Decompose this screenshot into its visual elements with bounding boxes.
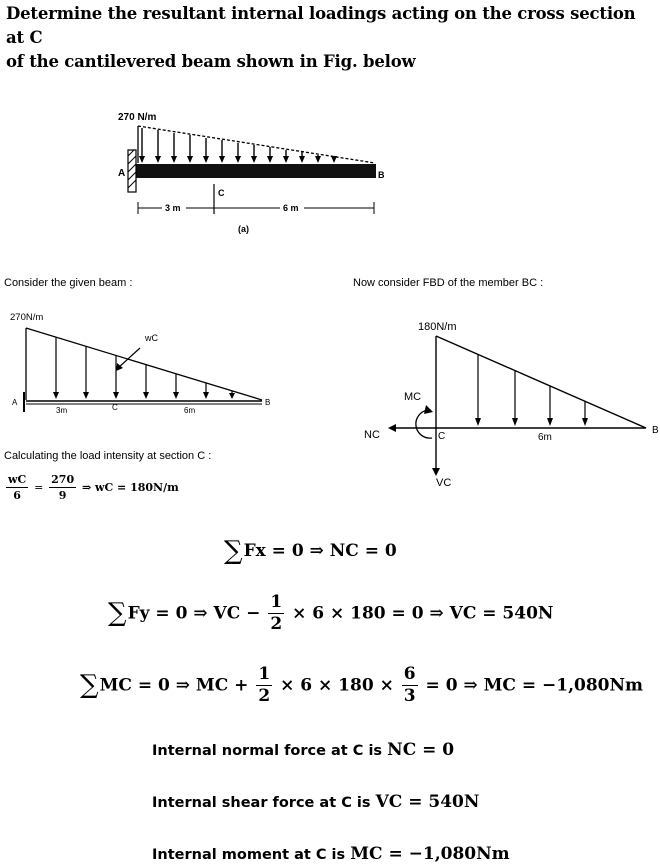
fbd-load-label: 180N/m bbox=[418, 321, 457, 333]
figure-a-dim-right: 6 m bbox=[283, 203, 299, 213]
result-shear-force bbox=[152, 792, 479, 812]
result-normal-force bbox=[152, 740, 454, 760]
problem-line-1: Determine the resultant internal loadings acting on the cross section at C bbox=[6, 4, 636, 47]
result-shear-value: VC = 540N bbox=[375, 792, 480, 812]
sum-mc-mid: × 6 × 180 × bbox=[280, 675, 394, 696]
figure-a-point-c: C bbox=[218, 188, 225, 198]
figure-a-point-b: B bbox=[378, 170, 385, 180]
result-moment-value: MC = −1,080Nm bbox=[350, 844, 510, 864]
ratio-num-right: 270 bbox=[51, 473, 75, 486]
figure-a-load-arrows bbox=[142, 128, 334, 160]
result-moment bbox=[152, 844, 510, 864]
fbd-dim: 6m bbox=[538, 432, 552, 443]
fbd-point-c: C bbox=[438, 431, 446, 442]
mc-half-num: 1 bbox=[258, 664, 271, 684]
given-beam-point-a: A bbox=[12, 398, 18, 407]
wc-pointer bbox=[118, 348, 140, 368]
given-beam-dim-right: 6m bbox=[184, 406, 196, 415]
mc-half-den: 2 bbox=[258, 686, 271, 706]
fy-half-num: 1 bbox=[270, 592, 283, 612]
right-heading: Now consider FBD of the member BC : bbox=[353, 277, 544, 289]
ratio-num-left: wC bbox=[8, 473, 27, 486]
fy-half-den: 2 bbox=[270, 614, 283, 634]
problem-line-2: of the cantilevered beam shown in Fig. below bbox=[6, 52, 416, 71]
result-moment-prefix: Internal moment at C is bbox=[152, 847, 346, 863]
figure-a-point-a: A bbox=[118, 168, 126, 179]
given-beam-wc-label: wC bbox=[145, 333, 158, 343]
sum-mc-right: = 0 ⇒ MC = −1,080Nm bbox=[425, 675, 644, 696]
given-beam-load-line bbox=[26, 328, 262, 400]
sum-mc-left: MC = 0 ⇒ MC + bbox=[99, 675, 249, 696]
ratio-result: ⇒ wC = 180N/m bbox=[81, 481, 179, 494]
given-beam-load-label: 270N/m bbox=[10, 312, 44, 323]
problem-statement bbox=[6, 2, 646, 74]
sum-fx-equation bbox=[224, 536, 397, 566]
calc-heading: Calculating the load intensity at section C : bbox=[4, 450, 212, 462]
given-beam-dim-left: 3m bbox=[56, 406, 68, 415]
fbd-mc-arc bbox=[416, 410, 432, 438]
sum-fx-text: Fx = 0 ⇒ NC = 0 bbox=[243, 541, 397, 561]
given-beam-point-c: C bbox=[112, 403, 118, 412]
sum-mc-equation bbox=[80, 666, 643, 705]
left-heading: Consider the given beam : bbox=[4, 277, 133, 289]
figure-a-beam bbox=[136, 164, 376, 178]
fbd-nc-label: NC bbox=[364, 429, 380, 441]
given-beam-point-b: B bbox=[265, 398, 271, 407]
load-intensity-equation: $\frac{wC}{6}$ = $\frac{270}{9}$ ⇒ wC = 180N/m bbox=[8, 473, 179, 502]
fbd-load-line bbox=[436, 336, 646, 428]
sigma-symbol: ∑ bbox=[108, 598, 127, 628]
fbd-mc-label: MC bbox=[404, 391, 422, 403]
sum-fy-right: × 6 × 180 = 0 ⇒ VC = 540N bbox=[292, 603, 554, 624]
result-normal-value: NC = 0 bbox=[387, 740, 455, 760]
fbd-point-b: B bbox=[652, 425, 659, 436]
ratio-den-left: 6 bbox=[13, 489, 21, 502]
sigma-symbol: ∑ bbox=[224, 536, 243, 566]
mc-three-den: 3 bbox=[403, 686, 416, 706]
ratio-den-right: 9 bbox=[58, 489, 67, 502]
figure-a-caption: (a) bbox=[238, 224, 249, 234]
sigma-symbol: ∑ bbox=[80, 670, 99, 700]
figure-a-arrowheads bbox=[139, 156, 337, 163]
figure-a-beam-diagram bbox=[110, 108, 385, 238]
fbd-load-arrows bbox=[478, 354, 585, 421]
figure-a-load-label: 270 N/m bbox=[118, 112, 157, 123]
result-shear-prefix: Internal shear force at C is bbox=[152, 795, 371, 811]
figure-a-dim-left: 3 m bbox=[165, 203, 181, 213]
sum-fy-equation bbox=[108, 594, 553, 633]
sum-fy-left: Fy = 0 ⇒ VC − bbox=[127, 603, 261, 624]
fbd-vc-label: VC bbox=[436, 477, 452, 489]
result-normal-prefix: Internal normal force at C is bbox=[152, 743, 383, 759]
mc-six-num: 6 bbox=[403, 664, 416, 684]
fbd-bc-diagram bbox=[360, 314, 660, 494]
given-beam-diagram bbox=[0, 308, 290, 420]
